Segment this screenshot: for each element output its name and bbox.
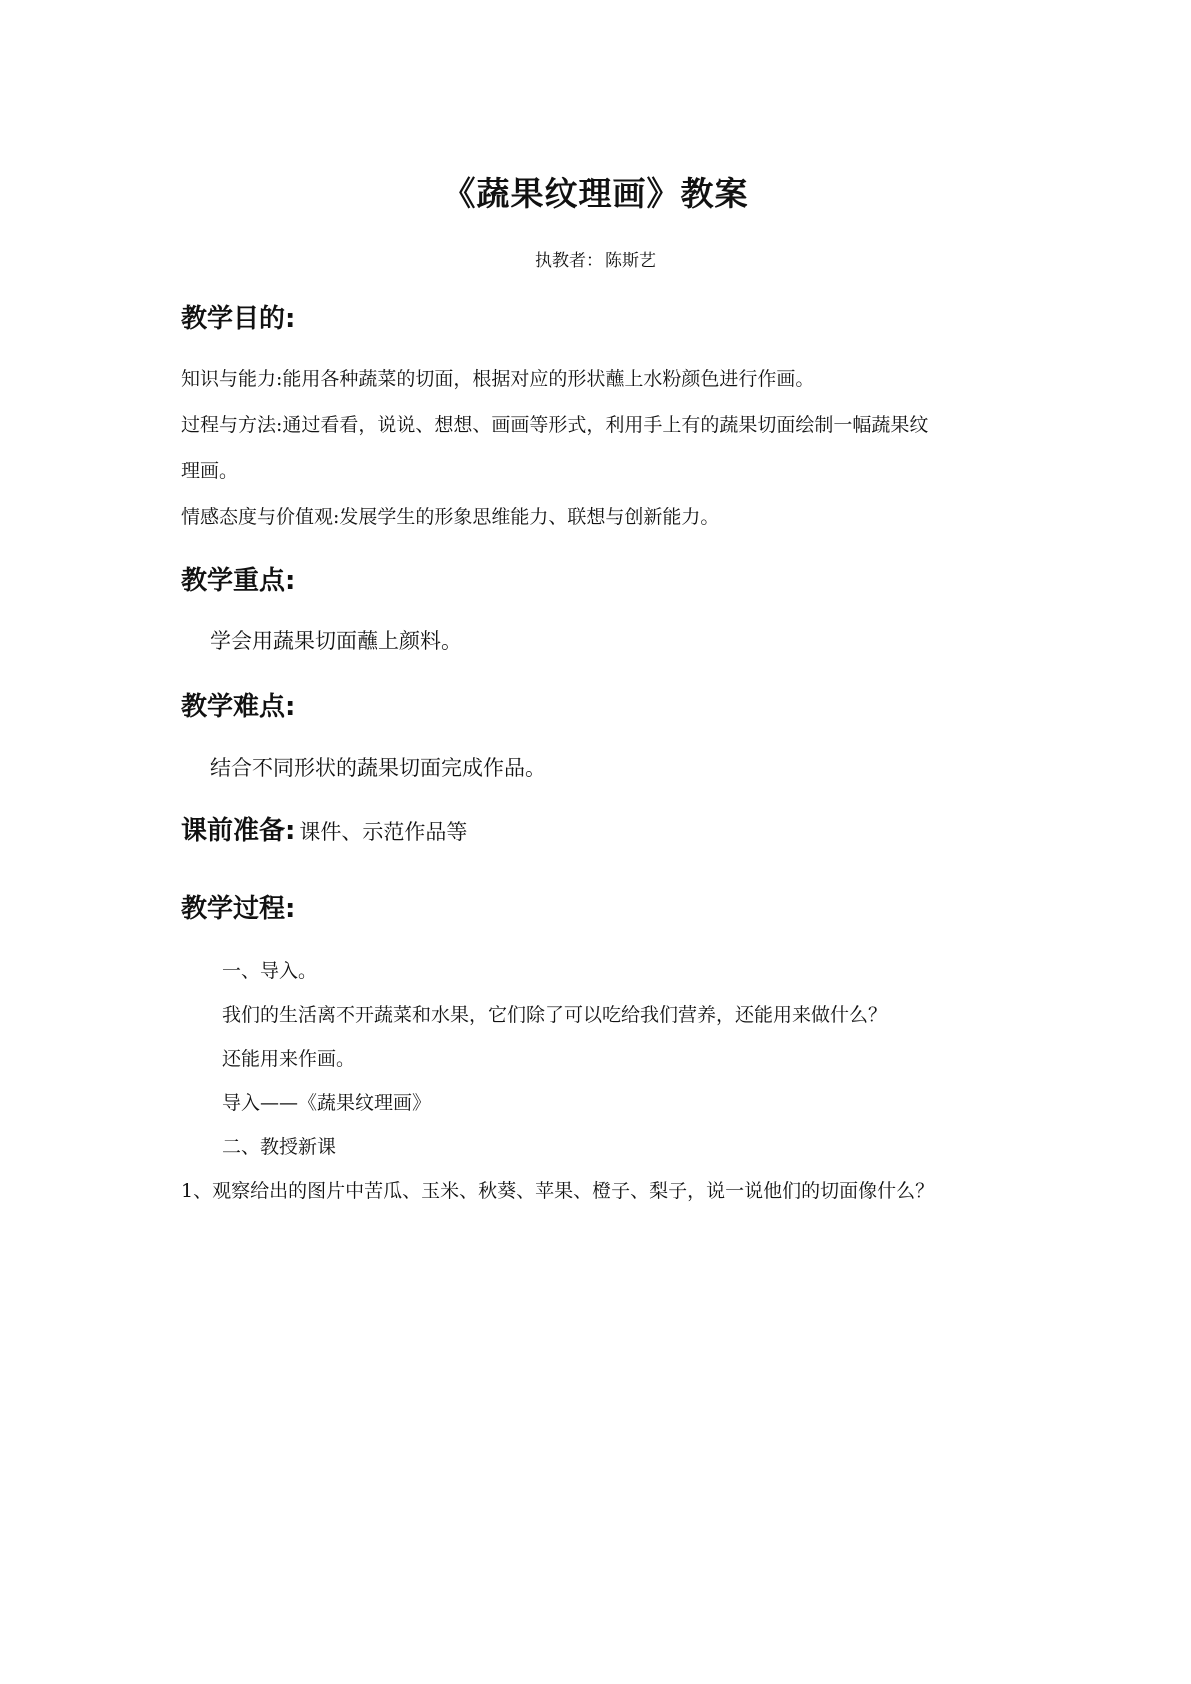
process-step1-intro: 导入——《蔬果纹理画》	[222, 1092, 432, 1114]
author-name: 陈斯艺	[605, 251, 656, 271]
preparation-heading: 课前准备:	[181, 816, 296, 846]
document-title: 《蔬果纹理画》教案	[442, 174, 749, 213]
objectives-heading: 教学目的:	[181, 304, 296, 334]
process-item1: 1、观察给出的图片中苦瓜、玉米、秋葵、苹果、橙子、梨子，说一说他们的切面像什么？	[181, 1180, 935, 1202]
objective-emotion: 情感态度与价值观:发展学生的形象思维能力、联想与创新能力。	[181, 506, 720, 528]
preparation-line	[181, 810, 467, 847]
preparation-text: 课件、示范作品等	[299, 820, 468, 844]
objective-process-line2: 理画。	[181, 460, 239, 482]
difficulties-heading: 教学难点:	[181, 692, 296, 722]
process-step1-question: 我们的生活离不开蔬菜和水果，它们除了可以吃给我们营养，还能用来做什么？	[222, 1004, 888, 1026]
key-points-text: 学会用蔬果切面蘸上颜料。	[210, 629, 462, 653]
key-points-heading: 教学重点:	[181, 566, 296, 596]
process-step2-title: 二、教授新课	[222, 1136, 337, 1158]
author-label: 执教者：	[535, 251, 603, 271]
objective-process-line1: 过程与方法:通过看看，说说、想想、画画等形式，利用手上有的蔬果切面绘制一幅蔬果纹	[181, 414, 929, 436]
process-heading: 教学过程:	[181, 894, 296, 924]
author-line	[0, 246, 1191, 271]
difficulties-text: 结合不同形状的蔬果切面完成作品。	[210, 756, 546, 780]
objective-knowledge: 知识与能力:能用各种蔬菜的切面，根据对应的形状蘸上水粉颜色进行作画。	[181, 368, 815, 390]
process-step1-title: 一、导入。	[222, 960, 318, 982]
process-step1-answer: 还能用来作画。	[222, 1048, 356, 1070]
